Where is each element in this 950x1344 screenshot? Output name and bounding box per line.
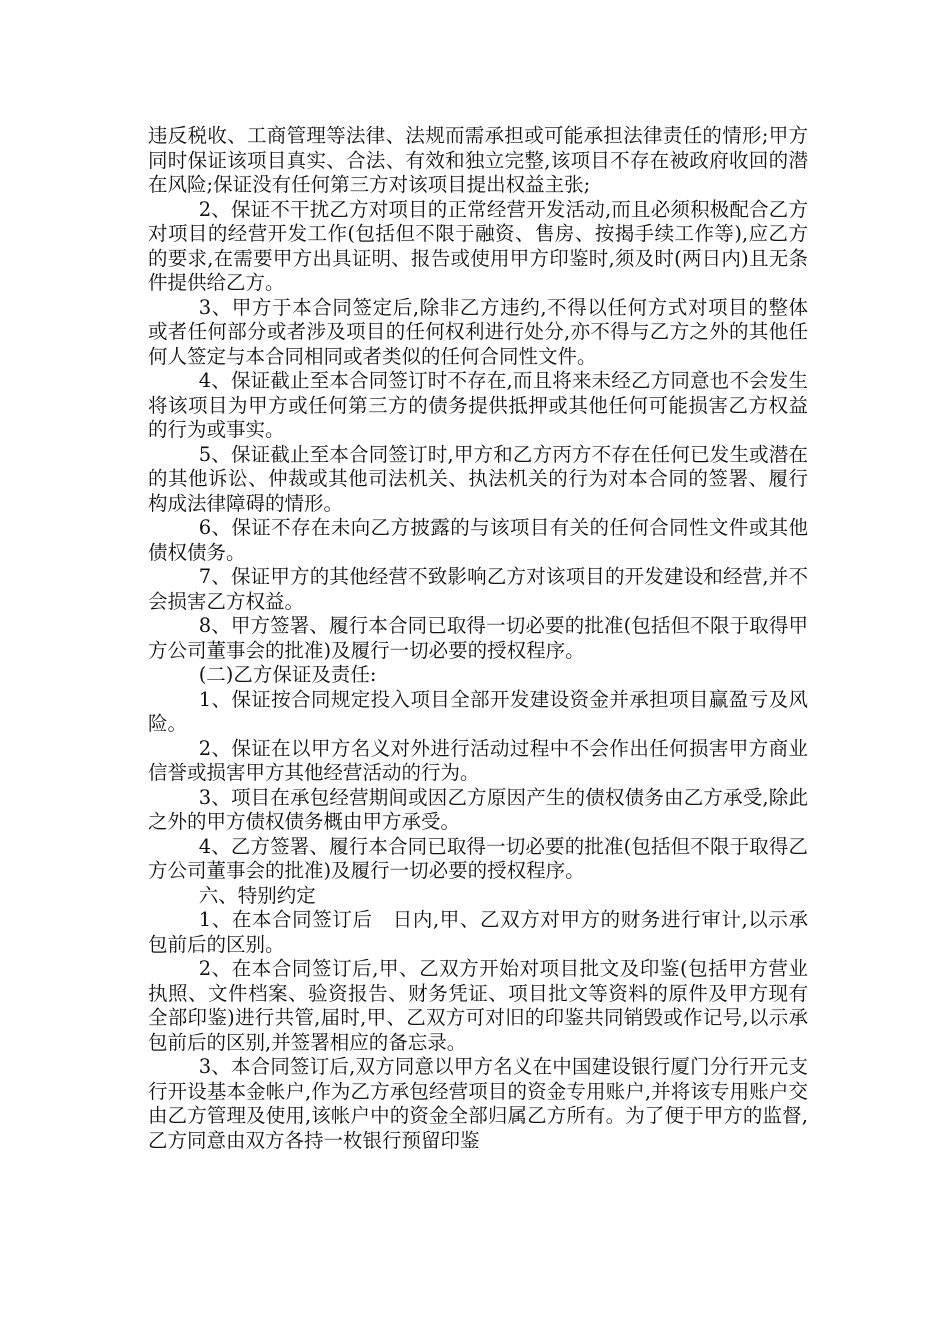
paragraph-11: 2、保证在以甲方名义对外进行活动过程中不会作出任何损害甲方商业信誉或损害甲方其他经营活动的行为。 <box>148 736 808 784</box>
paragraph-3: 3、甲方于本合同签定后,除非乙方违约,不得以任何方式对项目的整体或者任何部分或者涉及项目的任何权利进行处分,亦不得与乙方之外的其他任何人签定与本合同相同或者类似的任何合同性文件。 <box>148 295 808 368</box>
paragraph-5: 5、保证截止至本合同签订时,甲方和乙方丙方不存在任何已发生或潜在的其他诉讼、仲裁或其他司法机关、执法机关的行为对本合同的签署、履行构成法律障碍的情形。 <box>148 442 808 515</box>
paragraph-17: 3、本合同签订后,双方同意以甲方名义在中国建设银行厦门分行开元支行开设基本金帐户,作为乙方承包经营项目的资金专用账户,并将该专用账户交由乙方管理及使用,该帐户中的资金全部归属乙方所有。为了便于甲方的监督,乙方同意由双方各持一枚银行预留印鉴 <box>148 1055 808 1152</box>
section-heading-special: 六、特别约定 <box>198 883 316 907</box>
paragraph-4: 4、保证截止至本合同签订时不存在,而且将来未经乙方同意也不会发生将该项目为甲方或任何第三方的债务提供抵押或其他任何可能损害乙方权益的行为或事实。 <box>148 369 808 441</box>
paragraph-1: 违反税收、工商管理等法律、法规而需承担或可能承担法律责任的情形;甲方同时保证该项目真实、合法、有效和独立完整,该项目不存在被政府收回的潜在风险;保证没有任何第三方对该项目提出权益主张; <box>148 124 808 196</box>
paragraph-12: 3、项目在承包经营期间或因乙方原因产生的债权债务由乙方承受,除此之外的甲方债权债务概由甲方承受。 <box>148 785 808 833</box>
paragraph-7: 7、保证甲方的其他经营不致影响乙方对该项目的开发建设和经营,并不会损害乙方权益。 <box>148 565 808 613</box>
paragraph-16: 2、在本合同签订后,甲、乙双方开始对项目批文及印鉴(包括甲方营业执照、文件档案、验资报告、财务凭证、项目批文等资料的原件及甲方现有全部印鉴)进行共管,届时,甲、乙双方可对旧的印鉴共同销毁或作记号,以示承包前后的区别,并签署相应的备忘录。 <box>148 957 808 1054</box>
paragraph-6: 6、保证不存在未向乙方披露的与该项目有关的任何合同性文件或其他债权债务。 <box>148 516 808 564</box>
paragraph-8: 8、甲方签署、履行本合同已取得一切必要的批准(包括但不限于取得甲方公司董事会的批准)及履行一切必要的授权程序。 <box>148 614 808 662</box>
document-page <box>148 124 808 1153</box>
paragraph-2: 2、保证不干扰乙方对项目的正常经营开发活动,而且必须积极配合乙方对项目的经营开发工作(包括但不限于融资、售房、按揭手续工作等),应乙方的要求,在需要甲方出具证明、报告或使用甲方印鉴时,须及时(两日内)且无条件提供给乙方。 <box>148 197 808 294</box>
paragraph-15: 1、在本合同签订后 日内,甲、乙双方对甲方的财务进行审计,以示承包前后的区别。 <box>148 908 808 956</box>
section-heading-party-b: (二)乙方保证及责任: <box>198 663 377 686</box>
paragraph-13: 4、乙方签署、履行本合同已取得一切必要的批准(包括但不限于取得乙方公司董事会的批准)及履行一切必要的授权程序。 <box>148 834 808 882</box>
paragraph-10: 1、保证按合同规定投入项目全部开发建设资金并承担项目赢盈亏及风险。 <box>148 687 808 735</box>
